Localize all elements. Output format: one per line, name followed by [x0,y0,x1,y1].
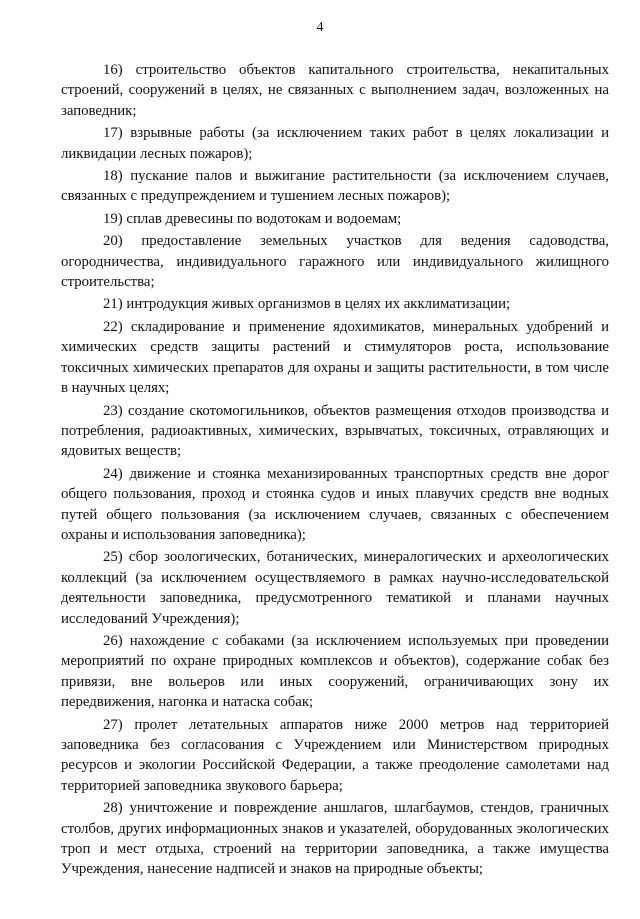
list-item-16: 16) строительство объектов капитального строительства, некапитальных строений, сооружений в целях, не связанных с выполнением задач, возложенных на заповедник; [61,62,609,119]
list-item-23: 23) создание скотомогильников, объектов размещения отходов производства и потребления, радиоактивных, химических, взрывчатых, токсичных, отравляющих и ядовитых веществ; [61,402,609,460]
list-item-25: 25) сбор зоологических, ботанических, минералогических и археологических коллекций (за исключением осуществляемого в рамках научно-исследовательской деятельности заповедника, предусмотренного тематикой и планами научных исследований Учреждения); [61,549,609,627]
list-item-21: 21) интродукция живых организмов в целях их акклиматизации; [103,296,511,313]
document-body [61,60,609,882]
list-item-24: 24) движение и стоянка механизированных транспортных средств вне дорог общего пользования, проход и стоянка судов и иных плавучих средств вне водных путей общего пользования (за исключением случаев, связанных с обеспечением охраны и использования заповедника); [61,465,609,543]
page-number: 4 [316,20,324,35]
list-item-26: 26) нахождение с собаками (за исключением используемых при проведении мероприятий по охране природных комплексов и объектов), содержание собак без привязи, вне вольеров или иных сооружений, ограничивающих зону их передвижения, нагонка и натаска собак; [61,632,609,711]
list-item-27: 27) пролет летательных аппаратов ниже 2000 метров над территорией заповедника без согласования с Учреждением или Министерством природных ресурсов и экологии Российской Федерации, а также преодоление самолетами над территорией заповедника звукового барьера; [61,716,609,794]
list-item-17: 17) взрывные работы (за исключением таких работ в целях локализации и ликвидации лесных пожаров); [61,125,609,162]
list-item-22: 22) складирование и применение ядохимикатов, минеральных удобрений и химических средств защиты растений и стимуляторов роста, использование токсичных химических препаратов для охраны и защиты растительности, в том числе в научных целях; [61,318,609,397]
list-item-28: 28) уничтожение и повреждение аншлагов, шлагбаумов, стендов, граничных столбов, других информационных знаков и указателей, оборудованных экологических троп и мест отдыха, строений на территории заповедника, а также имущества Учреждения, нанесение надписей и знаков на природные объекты; [61,800,609,878]
list-item-18: 18) пускание палов и выжигание растительности (за исключением случаев, связанных с предупреждением и тушением лесных пожаров); [61,168,609,205]
list-item-19: 19) сплав древесины по водотокам и водоемам; [103,210,402,227]
list-item-20: 20) предоставление земельных участков для ведения садоводства, огородничества, индивидуального гаражного или индивидуального жилищного строительства; [61,233,609,291]
